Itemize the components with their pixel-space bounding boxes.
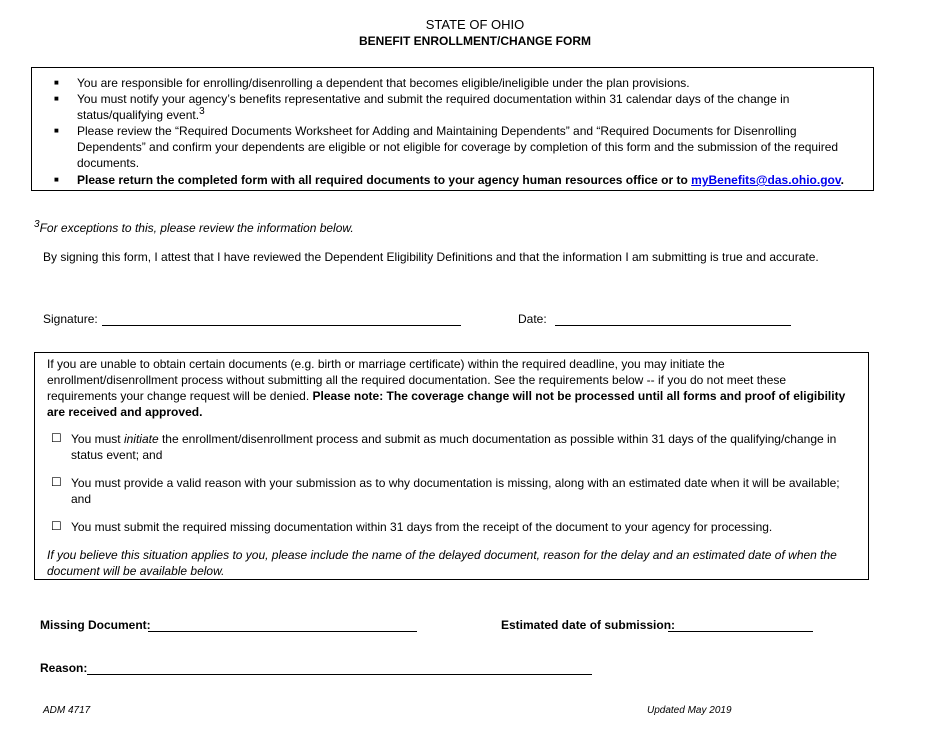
- date-label: Date:: [518, 312, 547, 326]
- signature-label: Signature:: [43, 312, 98, 326]
- exception-closing: If you believe this situation applies to you, please include the name of the delayed document, reason for the delay and an estimated date of when the document will be available below.: [47, 548, 837, 578]
- state-heading: STATE OF OHIO: [425, 17, 525, 32]
- footnote-marker: 3: [199, 106, 205, 117]
- missing-document-label: Missing Document:: [40, 618, 151, 632]
- bullet-icon: ■: [54, 126, 59, 135]
- reason-label: Reason:: [40, 661, 88, 675]
- checkbox-icon[interactable]: ☐: [51, 431, 62, 445]
- estimated-date-label: Estimated date of submission:: [501, 618, 676, 632]
- requirement-text: Please return the completed form with all required documents to your agency human resources office or to myBenefits@das.ohio.gov.: [77, 173, 845, 187]
- exception-intro: If you are unable to obtain certain documents (e.g. birth or marriage certificate) within the required deadline, you may initiate the enrollment/disenrollment process without submitting all the required documentation. See the requirements below -- if you do not meet these requirements your change request will be denied. Please note: The coverage change will not be processed until all forms and proof of eligibility are received and approved.: [47, 357, 846, 419]
- estimated-date-field[interactable]: [668, 617, 813, 632]
- checkbox-icon[interactable]: ☐: [51, 475, 62, 489]
- form-title: BENEFIT ENROLLMENT/CHANGE FORM: [359, 34, 591, 48]
- form-number: ADM 4717: [43, 705, 91, 716]
- footnote: $^3$For exceptions to this, please review the information below.: [34, 219, 354, 235]
- requirements-box: [31, 67, 874, 191]
- checklist-item: You must submit the required missing documentation within 31 days from the receipt of the document to your agency for processing.: [71, 520, 773, 534]
- requirement-text: Please review the “Required Documents Worksheet for Adding and Maintaining Dependents” and “Required Documents for Disenrolling Dependents” and confirm your dependents are eligible or not eligible for coverage by completion of this form and the submission of the required documents.: [77, 124, 839, 170]
- date-field[interactable]: [555, 311, 791, 326]
- checklist-item: You must provide a valid reason with your submission as to why documentation is missing, along with an estimated date when it will be available; and: [71, 476, 840, 506]
- checkbox-icon[interactable]: ☐: [51, 519, 62, 533]
- footnote-marker: 3: [34, 219, 40, 230]
- attestation-text: By signing this form, I attest that I have reviewed the Dependent Eligibility Definitions and that the information I am submitting is true and accurate.: [43, 250, 819, 264]
- bullet-icon: ■: [54, 94, 59, 103]
- requirement-text: You must notify your agency’s benefits representative and submit the required documentation within 31 calendar days of the change in status/qualifying event.$^3$: [77, 92, 790, 122]
- updated-date: Updated May 2019: [647, 705, 732, 716]
- signature-field[interactable]: [102, 311, 461, 326]
- reason-field[interactable]: [87, 660, 592, 675]
- bullet-icon: ■: [54, 175, 59, 184]
- missing-document-field[interactable]: [148, 617, 417, 632]
- exception-box: [34, 352, 869, 580]
- email-link[interactable]: myBenefits@das.ohio.gov: [691, 173, 841, 187]
- bullet-icon: ■: [54, 78, 59, 87]
- requirement-text: You are responsible for enrolling/disenrolling a dependent that becomes eligible/ineligible under the plan provisions.: [77, 76, 690, 90]
- checklist-item: You must initiate the enrollment/disenrollment process and submit as much documentation as possible within 31 days of the qualifying/change in status event; and: [71, 432, 837, 462]
